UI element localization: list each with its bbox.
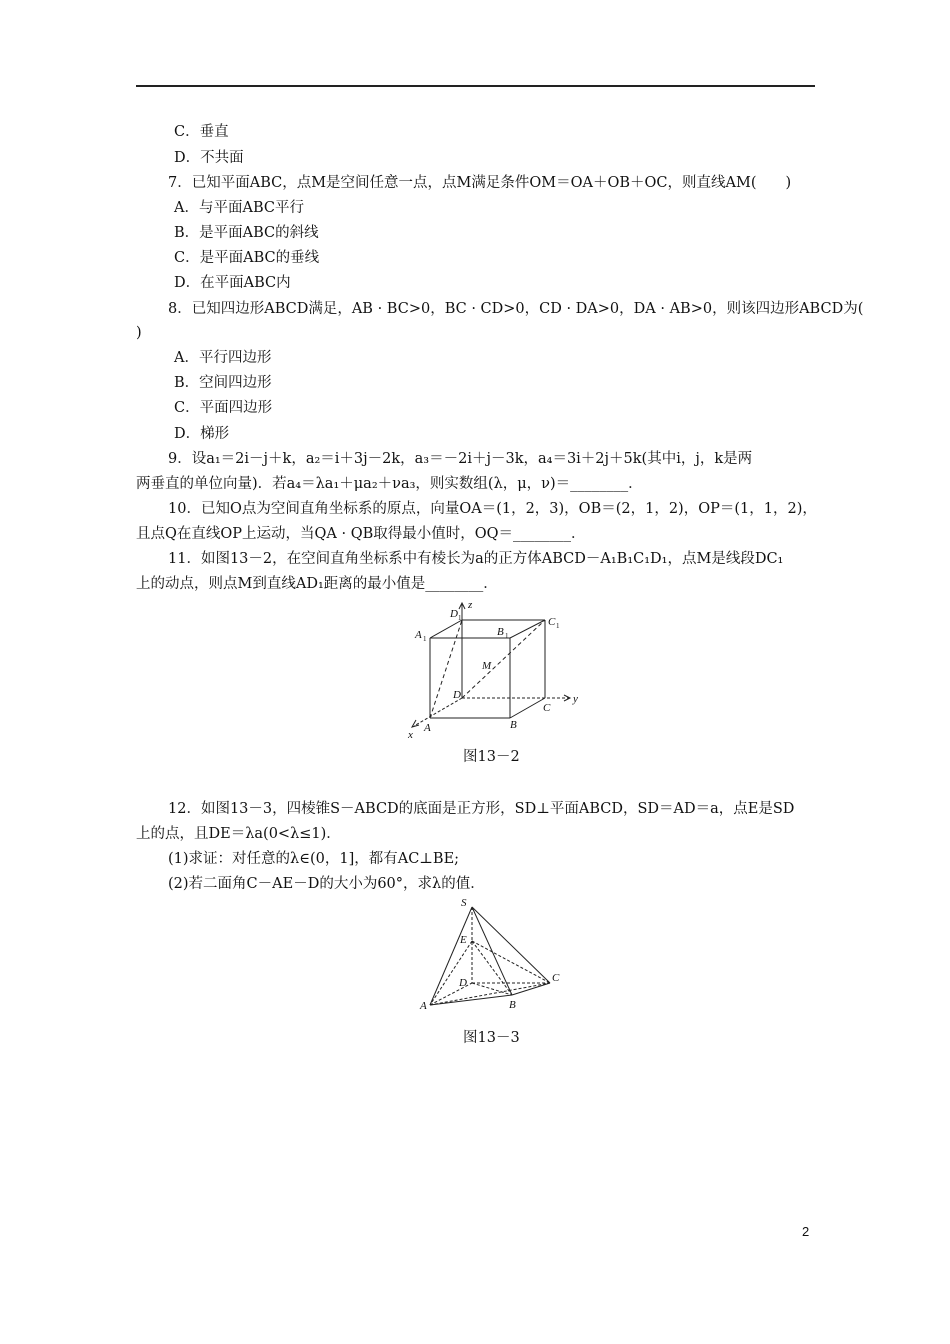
- option-b-7: B．是平面ABC的斜线: [174, 225, 319, 241]
- edge-bc: [512, 983, 550, 995]
- edge-sa: [430, 907, 472, 1005]
- question-9-cont: 两垂直的单位向量)．若a₄＝λa₁＋μa₂＋νa₃，则实数组(λ，μ，ν)＝________．: [136, 476, 643, 492]
- edge-eb: [472, 941, 512, 995]
- label-c: C: [543, 702, 551, 714]
- label-e: E: [460, 934, 467, 946]
- label-b1: B: [497, 626, 504, 638]
- option-c-8: C．平面四边形: [174, 400, 273, 416]
- figure-caption-13-3: 图13－3: [463, 1030, 520, 1046]
- page-number: 2: [802, 1224, 810, 1239]
- diag-ac: [430, 983, 550, 1005]
- question-12-cont: 上的点，且DE＝λa(0<λ≤1)．: [136, 826, 341, 842]
- question-11-cont: 上的动点，则点M到直线AD₁距离的最小值是________．: [136, 576, 498, 592]
- label-d1: D: [450, 608, 458, 620]
- option-a-7: A．与平面ABC平行: [174, 200, 304, 216]
- question-7: 7．已知平面ABC，点M是空间任意一点，点M满足条件OM＝OA＋OB＋OC，则直线AM( ): [168, 175, 792, 191]
- question-12-part2: (2)若二面角C－AE－D的大小为60°，求λ的值．: [168, 876, 485, 892]
- header-rule: [136, 85, 815, 87]
- edge-ec: [472, 941, 550, 983]
- label-m: M: [482, 660, 492, 672]
- label-s: S: [461, 897, 467, 909]
- question-11: 11．如图13－2，在空间直角坐标系中有棱长为a的正方体ABCD－A₁B₁C₁D₁，点M是线段DC₁: [168, 551, 784, 567]
- label-a: A: [424, 722, 431, 734]
- question-12-part1: (1)求证：对任意的λ∈(0，1]，都有AC⊥BE;: [168, 851, 460, 867]
- question-12: 12．如图13－3，四棱锥S－ABCD的底面是正方形，SD⊥平面ABCD，SD＝AD＝a，点E是SD: [168, 801, 795, 817]
- question-8: 8．已知四边形ABCD满足，AB · BC>0，BC · CD>0，CD · DA>0，DA · AB>0，则该四边形ABCD为(: [168, 301, 864, 317]
- label-d: D: [459, 977, 467, 989]
- option-d-6: D．不共面: [174, 150, 244, 166]
- label-x: x: [408, 729, 413, 741]
- edge-ea: [430, 941, 472, 1005]
- label-y: y: [573, 693, 578, 705]
- edge-bc: [510, 698, 545, 718]
- option-a-8: A．平行四边形: [174, 350, 272, 366]
- pyramid-figure: [412, 893, 572, 1018]
- label-c1-sub: 1: [556, 622, 560, 630]
- label-b: B: [509, 999, 516, 1011]
- edge-b1c1: [510, 620, 545, 638]
- question-10-cont: 且点Q在直线OP上运动，当QA · QB取得最小值时，OQ＝________．: [136, 526, 586, 542]
- label-a: A: [420, 1000, 427, 1012]
- option-d-8: D．梯形: [174, 426, 230, 442]
- option-c-7: C．是平面ABC的垂线: [174, 250, 320, 266]
- x-axis: [414, 698, 462, 726]
- option-c-6: C．垂直: [174, 124, 229, 140]
- label-c: C: [552, 972, 560, 984]
- label-z: z: [468, 599, 473, 611]
- question-10: 10．已知O点为空间直角坐标系的原点，向量OA＝(1，2，3)，OB＝(2，1，2)，OP＝(1，1，2)，: [168, 501, 817, 517]
- option-b-8: B．空间四边形: [174, 375, 272, 391]
- label-a1: A: [415, 629, 422, 641]
- label-d1-sub: 1: [458, 614, 462, 622]
- edge-ab: [430, 995, 512, 1005]
- label-b1-sub: 1: [505, 632, 509, 640]
- question-9: 9．设a₁＝2i－j＋k，a₂＝i＋3j－2k，a₃＝－2i＋j－3k，a₄＝3i＋2j＋5k(其中i，j，k是两: [168, 451, 753, 467]
- option-d-7: D．在平面ABC内: [174, 275, 291, 291]
- label-a1-sub: 1: [423, 635, 427, 643]
- diag-ad1: [430, 620, 462, 718]
- label-c1: C: [548, 616, 556, 628]
- label-b: B: [510, 719, 517, 731]
- edge-sb: [472, 907, 512, 995]
- figure-caption-13-2: 图13－2: [463, 749, 520, 765]
- diag-db: [472, 983, 512, 995]
- edge-sc: [472, 907, 550, 983]
- question-8-cont: ): [136, 325, 142, 341]
- cube-figure: [400, 598, 590, 743]
- label-d: D: [453, 689, 461, 701]
